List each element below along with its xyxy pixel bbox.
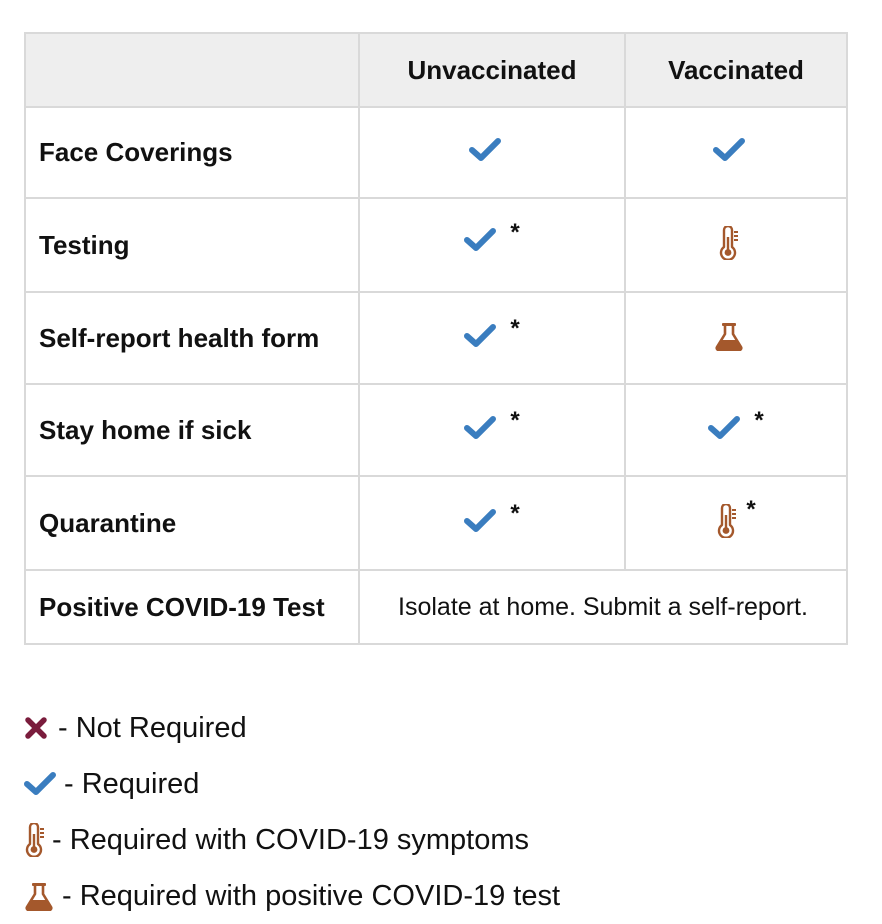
row-label-positive-test: Positive COVID-19 Test <box>25 570 359 644</box>
row-label-quarantine: Quarantine <box>25 476 359 570</box>
asterisk-note: * <box>510 218 520 246</box>
header-vaccinated: Vaccinated <box>625 33 847 107</box>
cell-quarantine-vaccinated <box>625 476 847 570</box>
table-row <box>25 384 847 476</box>
asterisk-note: * <box>510 499 520 527</box>
legend-item-required-positive-test <box>24 868 864 924</box>
check-icon <box>464 415 496 441</box>
check-icon <box>464 227 496 253</box>
cell-self-report-vaccinated <box>625 292 847 384</box>
cell-testing-vaccinated <box>625 198 847 292</box>
flask-icon <box>24 881 54 911</box>
row-label-self-report: Self-report health form <box>25 292 359 384</box>
row-label-stay-home: Stay home if sick <box>25 384 359 476</box>
thermometer-icon <box>718 226 740 260</box>
table-row <box>25 476 847 570</box>
cell-face-coverings-unvaccinated <box>359 107 625 198</box>
check-icon <box>464 508 496 534</box>
table-row <box>25 107 847 198</box>
table-header-row <box>25 33 847 107</box>
legend-text: - Required with COVID-19 symptoms <box>52 823 530 856</box>
x-icon <box>24 716 48 740</box>
cell-positive-test-instructions: Isolate at home. Submit a self-report. <box>359 570 847 644</box>
check-icon <box>713 137 745 163</box>
legend-item-required-symptoms <box>24 812 864 868</box>
covid-requirements-table <box>24 32 848 645</box>
cell-stay-home-unvaccinated <box>359 384 625 476</box>
cell-quarantine-unvaccinated <box>359 476 625 570</box>
flask-icon <box>714 321 744 351</box>
thermometer-icon <box>24 823 46 857</box>
cell-face-coverings-vaccinated <box>625 107 847 198</box>
header-corner-cell <box>25 33 359 107</box>
asterisk-note: * <box>510 314 520 342</box>
header-unvaccinated: Unvaccinated <box>359 33 625 107</box>
row-label-testing: Testing <box>25 198 359 292</box>
check-icon <box>464 323 496 349</box>
legend <box>24 700 864 924</box>
legend-text: - Required with positive COVID-19 test <box>62 879 561 912</box>
asterisk-note: * <box>746 495 756 523</box>
cell-stay-home-vaccinated <box>625 384 847 476</box>
row-label-face-coverings: Face Coverings <box>25 107 359 198</box>
cell-self-report-unvaccinated <box>359 292 625 384</box>
table-row <box>25 570 847 644</box>
legend-text: - Required <box>64 767 200 800</box>
check-icon <box>469 137 501 163</box>
thermometer-icon <box>716 504 738 538</box>
asterisk-note: * <box>754 406 764 434</box>
table-row <box>25 292 847 384</box>
cell-testing-unvaccinated <box>359 198 625 292</box>
table-row <box>25 198 847 292</box>
legend-item-required <box>24 756 864 812</box>
check-icon <box>708 415 740 441</box>
legend-item-not-required <box>24 700 864 756</box>
check-icon <box>24 771 56 797</box>
asterisk-note: * <box>510 406 520 434</box>
legend-text: - Not Required <box>58 711 247 744</box>
